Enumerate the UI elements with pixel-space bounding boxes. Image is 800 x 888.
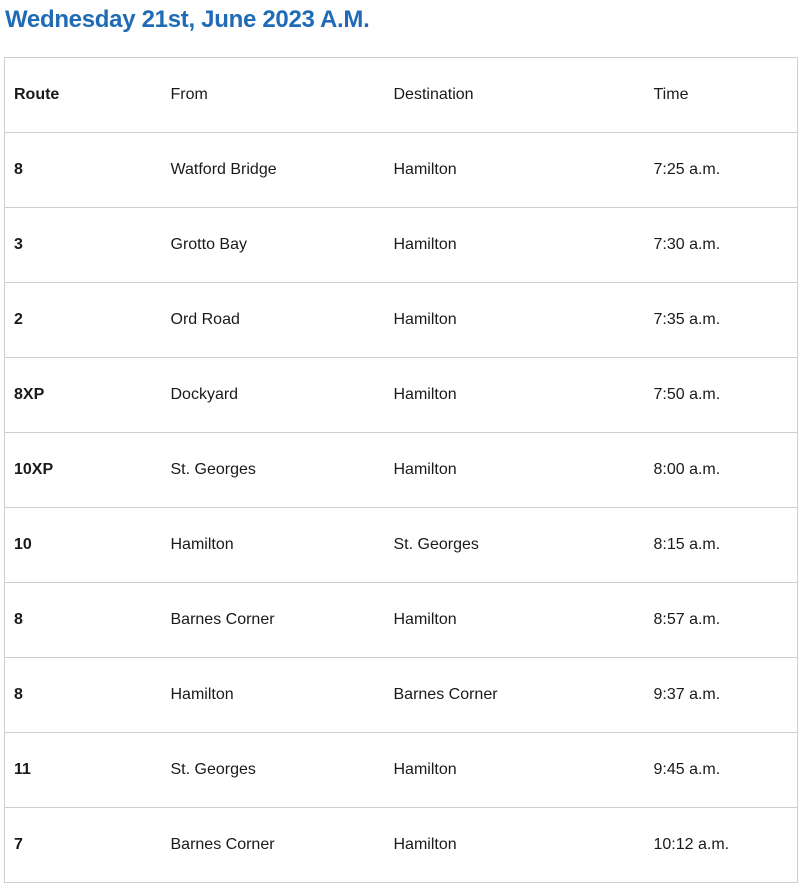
from-cell: Grotto Bay xyxy=(162,208,385,283)
destination-cell: Hamilton xyxy=(385,733,645,808)
destination-cell: Hamilton xyxy=(385,358,645,433)
destination-cell: Hamilton xyxy=(385,433,645,508)
table-row xyxy=(5,808,798,883)
time-cell: 7:50 a.m. xyxy=(645,358,798,433)
route-cell: 10XP xyxy=(5,433,162,508)
route-cell: 8XP xyxy=(5,358,162,433)
destination-cell: Hamilton xyxy=(385,208,645,283)
time-cell: 9:45 a.m. xyxy=(645,733,798,808)
table-body xyxy=(5,133,798,883)
destination-cell: St. Georges xyxy=(385,508,645,583)
time-cell: 10:12 a.m. xyxy=(645,808,798,883)
table-header xyxy=(5,58,798,133)
route-cell: 2 xyxy=(5,283,162,358)
from-cell: Hamilton xyxy=(162,658,385,733)
time-cell: 8:57 a.m. xyxy=(645,583,798,658)
destination-cell: Barnes Corner xyxy=(385,658,645,733)
time-cell: 8:15 a.m. xyxy=(645,508,798,583)
from-cell: Hamilton xyxy=(162,508,385,583)
header-destination: Destination xyxy=(393,86,474,103)
header-row xyxy=(5,58,798,133)
destination-cell: Hamilton xyxy=(385,583,645,658)
destination-cell: Hamilton xyxy=(385,808,645,883)
table-row xyxy=(5,583,798,658)
from-cell: St. Georges xyxy=(162,733,385,808)
from-cell: St. Georges xyxy=(162,433,385,508)
route-cell: 10 xyxy=(5,508,162,583)
destination-cell: Hamilton xyxy=(385,283,645,358)
bus-schedule-table xyxy=(4,57,798,883)
from-cell: Barnes Corner xyxy=(162,808,385,883)
table-row xyxy=(5,733,798,808)
header-time: Time xyxy=(653,86,689,103)
table-row xyxy=(5,433,798,508)
route-cell: 8 xyxy=(5,658,162,733)
destination-cell: Hamilton xyxy=(385,133,645,208)
table-row xyxy=(5,133,798,208)
header-route: Route xyxy=(14,86,60,103)
time-cell: 9:37 a.m. xyxy=(645,658,798,733)
from-cell: Watford Bridge xyxy=(162,133,385,208)
table-row xyxy=(5,208,798,283)
route-cell: 11 xyxy=(5,733,162,808)
time-cell: 8:00 a.m. xyxy=(645,433,798,508)
header-from: From xyxy=(170,86,208,103)
route-cell: 8 xyxy=(5,583,162,658)
time-cell: 7:35 a.m. xyxy=(645,283,798,358)
route-cell: 3 xyxy=(5,208,162,283)
table-row xyxy=(5,508,798,583)
from-cell: Barnes Corner xyxy=(162,583,385,658)
route-cell: 8 xyxy=(5,133,162,208)
time-cell: 7:25 a.m. xyxy=(645,133,798,208)
route-cell: 7 xyxy=(5,808,162,883)
table-row xyxy=(5,358,798,433)
page-title: Wednesday 21st, June 2023 A.M. xyxy=(5,6,370,33)
table-row xyxy=(5,283,798,358)
from-cell: Ord Road xyxy=(162,283,385,358)
table-row xyxy=(5,658,798,733)
from-cell: Dockyard xyxy=(162,358,385,433)
time-cell: 7:30 a.m. xyxy=(645,208,798,283)
